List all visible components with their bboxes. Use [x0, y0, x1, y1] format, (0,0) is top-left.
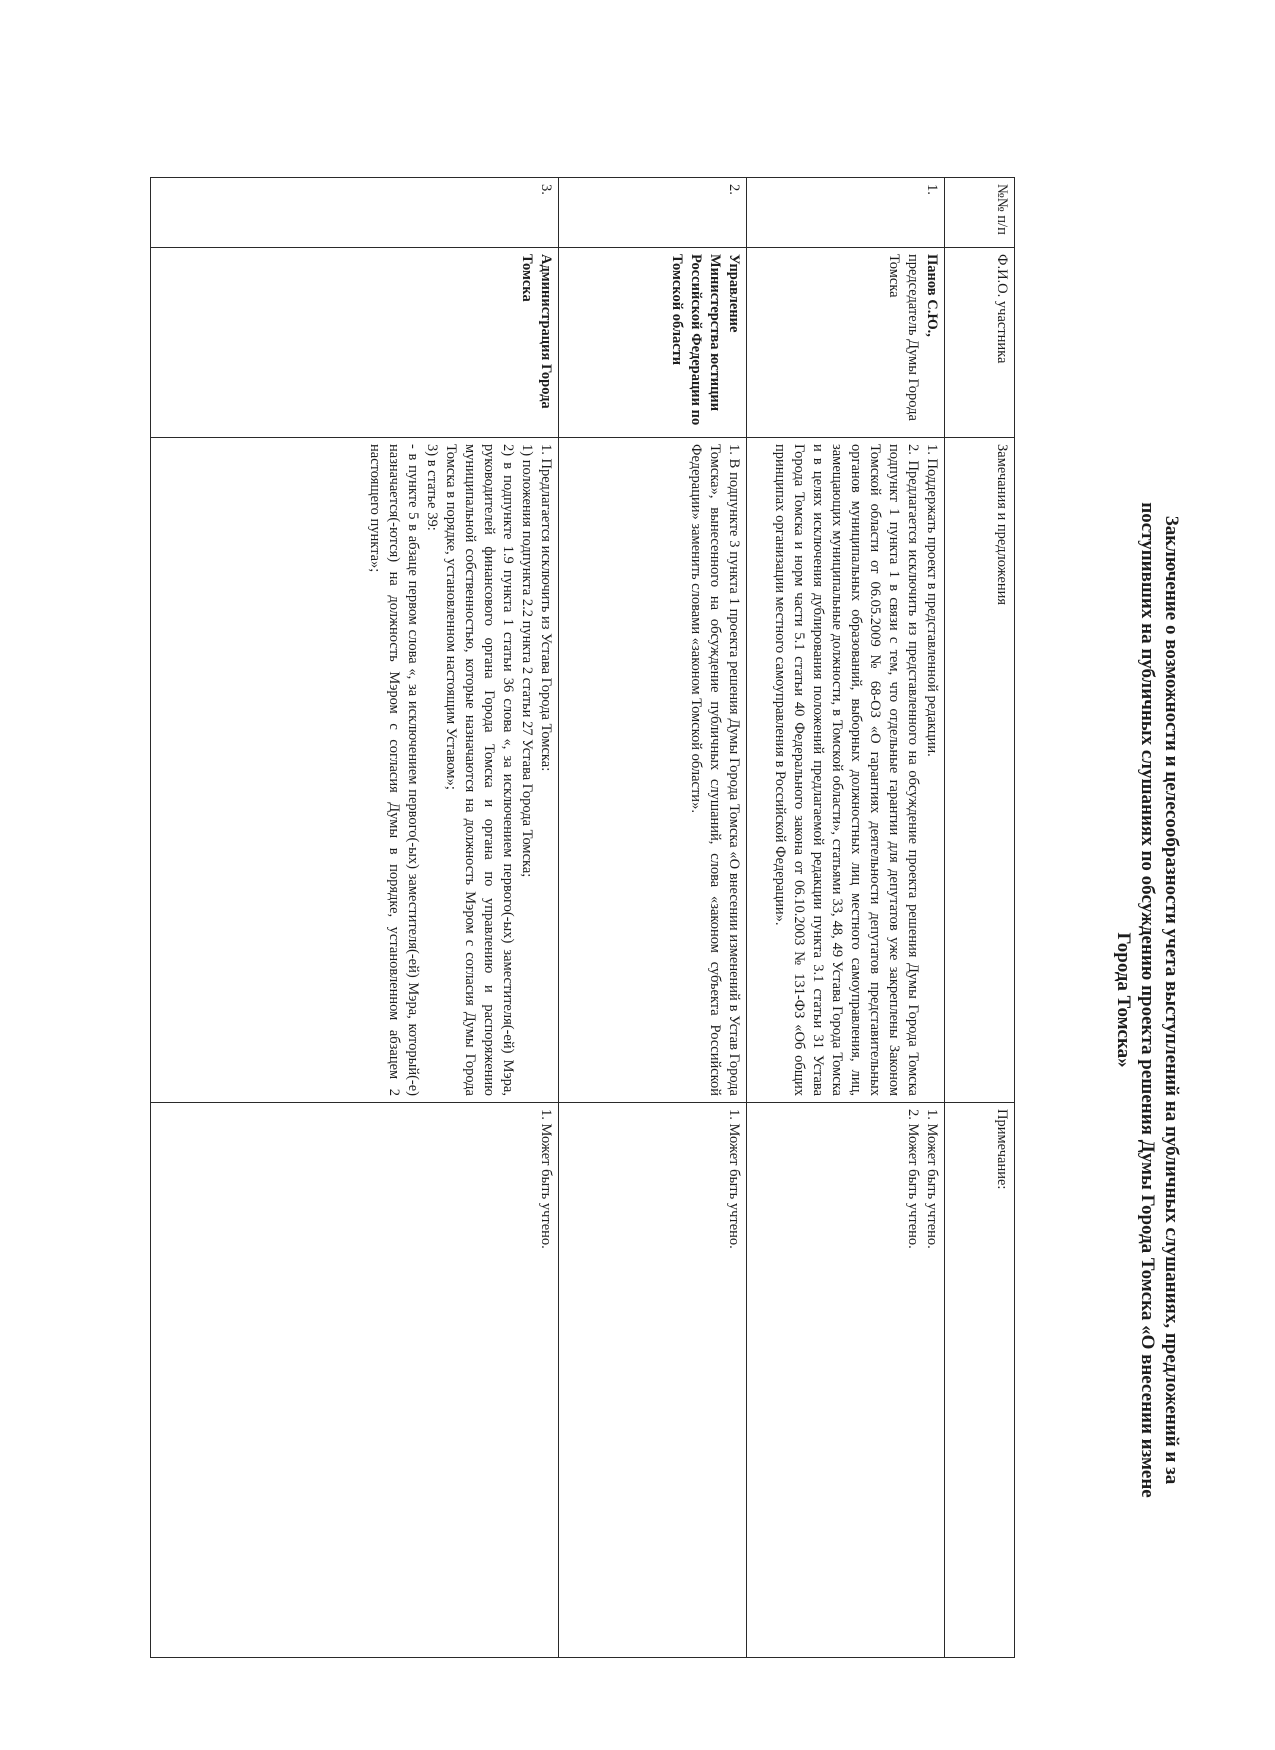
- remarks-cell: [747, 438, 945, 1103]
- remark-paragraph: 1. Поддержать проект в представленной редакции.: [924, 444, 940, 757]
- title-line: Заключение о возможности и целесообразности учета выступлений на публичных слушаниях, предложений и за: [1161, 515, 1182, 1485]
- title-line: поступивших на публичных слушаниях по обсуждению проекта решения Думы Города Томска «О внесении измене: [1137, 502, 1158, 1498]
- header-number: №№ п/п: [945, 178, 1015, 248]
- note-line: 1. Может быть учтено.: [538, 1109, 554, 1249]
- participant-name: Управление Министерства юстиции Российской Федерации по Томской области: [669, 254, 742, 426]
- document-title: [1111, 250, 1183, 1750]
- row-number: 2.: [559, 178, 747, 248]
- participant-cell: [151, 248, 559, 438]
- row-number: 1.: [747, 178, 945, 248]
- remark-paragraph: 2. Предлагается исключить из представленного на обсуждение проекта решения Думы Города Томска подпункт 1 пункта 1 в связи с тем, что отдельные гарантии для депутатов уже закреплены Законом Томской области от 06.05.2009 № 68-ОЗ «О гарантиях деятельности депутатов представительных органов муниципальных образований, выборных должностных лиц местного самоуправления, лиц, замещающих муниципальные должности, в Томской области», статьями 33, 48, 49 Устава Города Томска и в целях исключения дублирования положений предлагаемой редакции пункта 3.1 статьи 31 Устава Города Томска и норм части 5.1 статьи 40 Федерального закона от 06.10.2003 № 131-ФЗ «Об общих принципах организации местного самоуправления в Российской Федерации».: [772, 444, 921, 1096]
- participant-cell: [747, 248, 945, 438]
- table-row: [747, 178, 945, 1658]
- participant-name: Администрация Города Томска: [519, 254, 554, 409]
- remark-paragraph: 3) в статье 39:: [424, 444, 440, 531]
- remark-paragraph: - в пункте 5 в абзаце первом слова «, за исключением первого(-ых) заместителя(-ей) Мэра, который(-е) назначается(-ются) на должность Мэром с согласия Думы в порядке, установленном абзацем 2 настоящего пункта»;: [367, 444, 421, 1096]
- remarks-cell: [559, 438, 747, 1103]
- header-participant: Ф.И.О. участника: [945, 248, 1015, 438]
- header-remarks: Замечания и предложения: [945, 438, 1015, 1103]
- participant-name: Панов С.Ю.,: [924, 254, 940, 337]
- remark-paragraph: 1) положения подпункта 2.2 пункта 2 статьи 27 Устава Города Томска;: [519, 444, 535, 878]
- note-line: 1. Может быть учтено.: [924, 1109, 940, 1249]
- remark-paragraph: 2) в подпункте 1.9 пункта 1 статьи 36 слова «, за исключением первого(-ых) заместителя(-ей) Мэра, руководителей финансового органа Города Томска и органа по управлению и распоряжению муниципальной собственностью, которые назначаются на должность Мэром с согласия Думы Города Томска в порядке, установленном настоящим Уставом»;: [443, 444, 516, 1096]
- note-cell: [151, 1103, 559, 1658]
- title-line: Города Томска»: [1113, 932, 1134, 1068]
- note-line: 1. Может быть учтено.: [726, 1109, 742, 1249]
- participant-cell: [559, 248, 747, 438]
- table-row: [559, 178, 747, 1658]
- note-cell: [747, 1103, 945, 1658]
- table-row: [151, 178, 559, 1658]
- row-number: 3.: [151, 178, 559, 248]
- note-cell: [559, 1103, 747, 1658]
- note-line: 2. Может быть учтено.: [905, 1109, 921, 1249]
- participant-role: председатель Думы Города Томска: [886, 254, 921, 421]
- remark-paragraph: 1. Предлагается исключить из Устава Города Томска:: [538, 444, 554, 772]
- header-note: Примечание:: [945, 1103, 1015, 1658]
- remark-paragraph: 1. В подпункте 3 пункта 1 проекта решения Думы Города Томска «О внесении изменений в Устав Города Томска», вынесенного на обсуждение публичных слушаний, слова «законом субъекта Российской Федерации» заменить словами «законом Томской области».: [688, 444, 742, 1096]
- table-header-row: [945, 178, 1015, 1658]
- remarks-cell: [151, 438, 559, 1103]
- conclusions-table: [150, 177, 1015, 1658]
